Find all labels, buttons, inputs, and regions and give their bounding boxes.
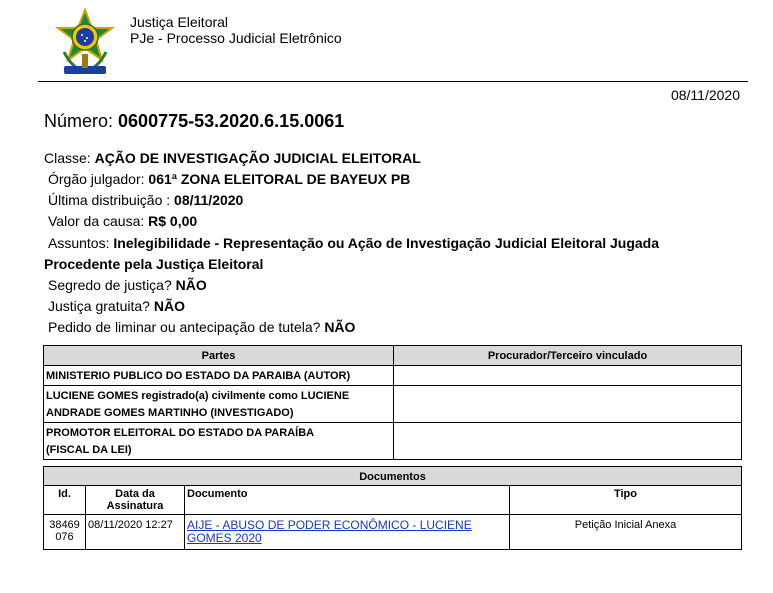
procurador-cell — [394, 366, 742, 386]
valor-label: Valor da causa: — [48, 213, 149, 229]
table-row — [44, 366, 742, 386]
segredo-value: NÃO — [175, 277, 207, 293]
header-title: Justiça Eleitoral — [130, 14, 229, 30]
process-number — [44, 111, 344, 132]
doc-id-cell — [44, 515, 86, 550]
brazil-coat-of-arms-icon — [52, 8, 118, 78]
partes-header: Partes — [44, 346, 394, 366]
document-link[interactable] — [187, 518, 472, 545]
parte-cell — [44, 423, 394, 460]
doc-date-cell: 08/11/2020 12:27 — [86, 515, 185, 550]
distribuicao-value: 08/11/2020 — [174, 192, 244, 208]
documentos-table — [43, 466, 742, 550]
table-row — [44, 515, 742, 550]
orgao-value: 061ª ZONA ELEITORAL DE BAYEUX PB — [148, 171, 411, 187]
parte-line: ANDRADE GOMES MARTINHO (INVESTIGADO) — [46, 407, 294, 419]
process-number-value: 0600775-53.2020.6.15.0061 — [118, 111, 345, 131]
valor-value: R$ 0,00 — [148, 213, 198, 229]
assuntos-line-2 — [44, 254, 263, 275]
document-date: 08/11/2020 — [670, 87, 740, 103]
valor-line — [48, 211, 197, 232]
classe-line — [44, 148, 421, 169]
liminar-line — [48, 317, 355, 338]
assuntos-line — [48, 233, 659, 254]
liminar-value: NÃO — [324, 319, 356, 335]
partes-table — [43, 345, 742, 460]
documentos-title: Documentos — [44, 467, 742, 486]
doc-id-line: 38469 — [49, 519, 80, 531]
parte-line: LUCIENE GOMES registrado(a) civilmente como LUCIENE — [46, 390, 350, 402]
data-header — [86, 486, 185, 515]
procurador-cell — [394, 423, 742, 460]
orgao-label: Órgão julgador: — [48, 171, 149, 187]
orgao-line — [48, 169, 410, 190]
process-number-label: Número: — [44, 111, 119, 131]
parte-cell: MINISTERIO PUBLICO DO ESTADO DA PARAIBA (AUTOR) — [44, 366, 394, 386]
gratuita-label: Justiça gratuita? — [48, 298, 154, 314]
doc-id-line: 076 — [55, 531, 74, 543]
documento-header: Documento — [185, 486, 510, 515]
distribuicao-label: Última distribuição : — [48, 192, 175, 208]
segredo-label: Segredo de justiça? — [48, 277, 176, 293]
parte-line: PROMOTOR ELEITORAL DO ESTADO DA PARAÍBA — [46, 427, 315, 439]
parte-cell — [44, 386, 394, 423]
doc-link-line: GOMES 2020 — [187, 531, 262, 545]
header-divider — [38, 81, 748, 82]
parte-line: (FISCAL DA LEI) — [46, 444, 132, 456]
gratuita-value: NÃO — [153, 298, 185, 314]
doc-link-cell — [185, 515, 510, 550]
segredo-line — [48, 275, 207, 296]
gratuita-line — [48, 296, 185, 317]
procurador-cell — [394, 386, 742, 423]
liminar-label: Pedido de liminar ou antecipação de tutela? — [48, 319, 325, 335]
classe-label: Classe: — [44, 150, 95, 166]
distribuicao-line — [48, 190, 243, 211]
assuntos-value: Inelegibilidade - Representação ou Ação de Investigação Judicial Eleitoral Jugada — [113, 235, 660, 251]
table-row — [44, 423, 742, 460]
table-row — [44, 386, 742, 423]
header-subtitle: PJe - Processo Judicial Eletrônico — [130, 30, 342, 46]
classe-value: AÇÃO DE INVESTIGAÇÃO JUDICIAL ELEITORAL — [94, 150, 421, 166]
id-header: Id. — [44, 486, 86, 515]
data-header-line: Assinatura — [106, 500, 164, 512]
assuntos-value-cont: Procedente pela Justiça Eleitoral — [44, 256, 264, 272]
tipo-header: Tipo — [510, 486, 742, 515]
assuntos-label: Assuntos: — [48, 235, 114, 251]
doc-link-line: AIJE - ABUSO DE PODER ECONÔMICO - LUCIENE — [187, 518, 472, 532]
data-header-line: Data da — [115, 488, 155, 500]
doc-tipo-cell: Petição Inicial Anexa — [510, 515, 742, 550]
procurador-header: Procurador/Terceiro vinculado — [394, 346, 742, 366]
